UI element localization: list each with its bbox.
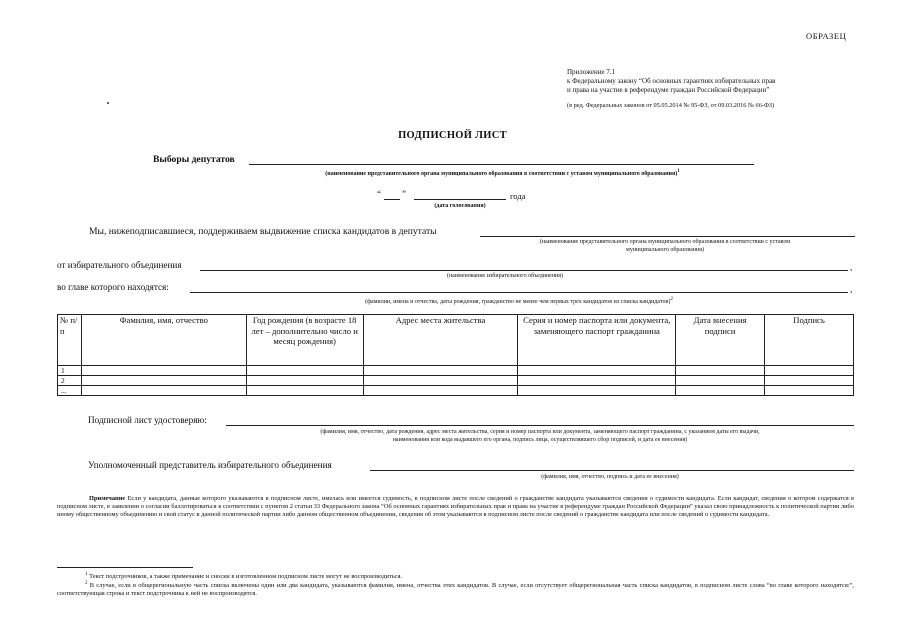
association-comma: , [850, 262, 853, 272]
footnote-ref-1: 1 [677, 169, 680, 174]
sample-label: ОБРАЗЕЦ [806, 31, 847, 41]
footnote-2-text: В случае, если в общерегиональную часть списка включены один или два кандидата, указываются фамилия, имена, отчества этих кандидатов. В случае, если отсутствует общерегиональная часть списка кандидатов, в подписном листе слова “во главе которого находятся:”, соответствующая строка и текст подстрочника к ней не воспроизводятся. [57, 582, 854, 598]
date-quote-open: “ [377, 189, 381, 199]
footnote-2-number: 2 [85, 581, 88, 586]
certify-label: Подписной лист удостоверяю: [88, 415, 207, 425]
elections-hint [250, 168, 755, 179]
name-cell[interactable] [81, 376, 246, 386]
support-hint-1: (наименование представительного органа муниципального образования в соответствии с уставом [539, 239, 791, 245]
appendix-line-1: Приложение 7.1 [567, 68, 616, 76]
date-cell[interactable] [676, 366, 765, 376]
representative-hint: (фамилия, имя, отчество, подпись и дата ее внесения) [541, 474, 679, 480]
passport-cell[interactable] [518, 386, 676, 396]
leaders-field[interactable] [190, 292, 848, 293]
support-body-field[interactable] [480, 236, 855, 237]
footnote-ref-2: 2 [670, 297, 673, 302]
name-cell[interactable] [81, 386, 246, 396]
col-name-header: Фамилия, имя, отчество [81, 315, 246, 366]
date-year-label: года [510, 191, 526, 201]
footnote-2 [57, 580, 854, 599]
elections-hint-text: (наименование представительного органа муниципального образования в соответствии с уставом муниципального образования) [325, 171, 678, 177]
footnote-separator [57, 567, 193, 568]
address-cell[interactable] [363, 376, 518, 386]
row-number: 1 [58, 366, 82, 376]
vote-date-hint: (дата голосования) [434, 203, 486, 209]
elections-label: Выборы депутатов [153, 154, 235, 165]
association-field[interactable] [200, 270, 848, 271]
leaders-comma: , [850, 284, 853, 294]
col-passport-header: Серия и номер паспорта или документа, заменяющего паспорт гражданина [518, 315, 676, 366]
row-number: ... [58, 386, 82, 396]
footnote-1-text: Текст подстрочников, а также примечание и сноски в изготовленном подписном листе могут не воспроизводиться. [89, 573, 402, 581]
appendix-amendments: (в ред. Федеральных законов от 05.05.2014 № 95-ФЗ, от 09.03.2016 № 66-ФЗ) [567, 102, 775, 109]
appendix-line-3: и права на участие в референдуме граждан Российской Федерации” [567, 86, 770, 94]
birth-cell[interactable] [246, 386, 363, 396]
signature-cell[interactable] [765, 376, 854, 386]
col-address-header: Адрес места жительства [363, 315, 518, 366]
signatures-table [57, 314, 854, 396]
row-number: 2 [58, 376, 82, 386]
passport-cell[interactable] [518, 366, 676, 376]
birth-cell[interactable] [246, 376, 363, 386]
address-cell[interactable] [363, 386, 518, 396]
document-title: ПОДПИСНОЙ ЛИСТ [398, 130, 507, 141]
elections-field[interactable] [249, 164, 754, 165]
date-quote-close: ” [402, 189, 406, 199]
support-text: Мы, нижеподписавшиеся, поддерживаем выдвижение списка кандидатов в депутаты [89, 226, 437, 237]
association-hint: (наименование избирательного объединения) [446, 273, 564, 279]
leaders-hint [190, 296, 848, 307]
footnote-1-number: 1 [85, 572, 88, 577]
leaders-hint-text: (фамилии, имена и отчества, даты рождения, гражданство не менее чем первых трех кандидатов из списка кандидатов) [365, 299, 671, 305]
col-birth-header: Год рождения (в возрасте 18 лет – дополнительно число и месяц рождения) [246, 315, 363, 366]
date-month-field[interactable] [414, 199, 506, 200]
signature-cell[interactable] [765, 386, 854, 396]
table-row [58, 366, 854, 376]
date-day-field[interactable] [384, 199, 400, 200]
passport-cell[interactable] [518, 376, 676, 386]
col-number-header: № п/п [58, 315, 82, 366]
note-title: Примечание [89, 495, 126, 502]
signature-cell[interactable] [765, 366, 854, 376]
certify-field[interactable] [226, 425, 854, 426]
table-row [58, 376, 854, 386]
date-cell[interactable] [676, 376, 765, 386]
name-cell[interactable] [81, 366, 246, 376]
certify-hint-1: (фамилия, имя, отчество, дата рождения, адрес места жительства, серия и номер паспорта или документа, заменяющего паспорт гражданина, с указанием даты его выдачи, [320, 429, 760, 435]
table-row [58, 386, 854, 396]
representative-label: Уполномоченный представитель избирательного объединения [88, 460, 332, 470]
note-text: Если у кандидата, данные которого указываются в подписном листе, имелась или имеется судимость, в подписном листе после сведений о гражданстве кандидата указываются сведения о судимости кандидата. Если кандидат, сведения о котором содержатся в подписном листе, в заявлении о согласии баллотироваться в соответствии с пунктом 2 статьи 33 Федерального закона “Об основных гарантиях избирательных прав и права на участие в референдуме граждан Российской Федерации” указал свою принадлежность к политической партии либо иному общественному объединению и свой статус в данной политической партии либо данном общественном объединении, сведения об этом указываются в подписном листе после сведений о гражданстве кандидата или после сведений о судимости кандидата. [57, 495, 854, 519]
scan-dot [107, 102, 109, 104]
col-signature-header: Подпись [765, 315, 854, 366]
support-hint-2: муниципального образования) [626, 247, 704, 253]
note-paragraph [57, 495, 854, 520]
col-date-header: Дата внесения подписи [676, 315, 765, 366]
birth-cell[interactable] [246, 366, 363, 376]
certify-hint-2: наименования или кода выдавшего его органа, подпись лица, осуществлявшего сбор подписей, и дата ее внесения) [392, 437, 688, 443]
association-label: от избирательного объединения [57, 260, 182, 270]
representative-field[interactable] [370, 470, 854, 471]
date-cell[interactable] [676, 386, 765, 396]
table-header-row [58, 315, 854, 366]
address-cell[interactable] [363, 366, 518, 376]
leaders-label: во главе которого находятся: [57, 282, 169, 292]
appendix-line-2: к Федеральному закону “Об основных гарантиях избирательных прав [567, 77, 776, 85]
